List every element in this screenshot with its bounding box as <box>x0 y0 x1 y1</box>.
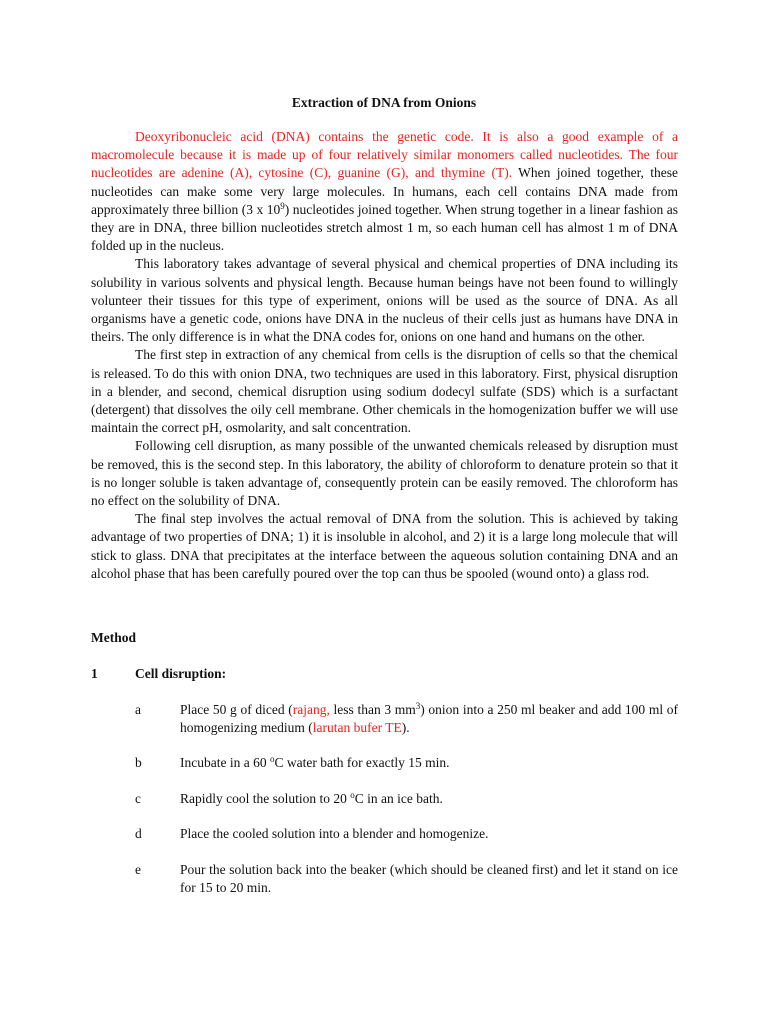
step-letter: e <box>135 862 141 877</box>
step-letter: a <box>135 702 141 717</box>
step-superscript: 3 <box>415 701 421 711</box>
step-text-part: ) onion into a 250 ml beaker and add 100 ml of homogenizing medium ( <box>180 702 678 736</box>
step-text-part: Place 50 g of diced ( <box>180 702 293 717</box>
intro-body <box>91 128 678 583</box>
intro-text-a: When joined together, these nucleotides can make some very large molecules. In humans, each cell contains DNA made from approximately three billion (3 x 10 <box>91 165 678 217</box>
step-text <box>180 701 678 737</box>
step-letter: c <box>135 791 141 806</box>
step-highlighted-text: rajang, <box>292 702 330 717</box>
method-heading: Method <box>91 630 136 645</box>
step-text-part: C water bath for exactly 15 min. <box>274 755 450 770</box>
body-paragraph: The first step in extraction of any chemical from cells is the disruption of cells so that the chemical is released. To do this with onion DNA, two techniques are used in this laboratory. First, physical disruption in a blender, and second, chemical disruption using sodium dodecyl sulfate (SDS) which is a surfactant (detergent) that dissolves the oily cell membrane. Other chemicals in the homogenization buffer we will use maintain the correct pH, osmolarity, and salt concentration. <box>91 347 678 436</box>
document-title: Extraction of DNA from Onions <box>291 95 477 110</box>
step-text <box>180 790 678 808</box>
step-text-part: Rapidly cool the solution to 20 <box>180 791 351 806</box>
step-superscript: o <box>269 754 275 764</box>
step-text <box>180 754 678 772</box>
body-paragraph: The final step involves the actual removal of DNA from the solution. This is achieved by taking advantage of two properties of DNA; 1) it is insoluble in alcohol, and 2) it is a large long molecule that will stick to glass. DNA that precipitates at the interface between the aqueous solution containing DNA and an alcohol phase that has been carefully poured over the top can thus be spooled (wound onto) a glass rod. <box>91 511 678 581</box>
intro-superscript: 9 <box>280 200 285 211</box>
step-text-part: less than 3 mm <box>329 702 416 717</box>
section-title: Cell disruption: <box>135 666 227 681</box>
step-letter: d <box>135 826 142 841</box>
intro-text-b: ) nucleotides joined together. When strung together in a linear fashion as they are in DNA, three billion nucleotides stretch almost 1 m, so each human cell has almost 1 m of DNA folded up in the nucleus. <box>91 201 679 254</box>
section-number: 1 <box>91 666 98 681</box>
step-superscript: o <box>350 790 355 800</box>
step-highlighted-text: larutan bufer TE <box>312 720 402 736</box>
step-text-part: Incubate in a 60 <box>180 755 270 770</box>
intro-paragraph <box>91 128 678 255</box>
step-text-part: C in an ice bath. <box>354 791 443 806</box>
body-paragraph: Following cell disruption, as many possible of the unwanted chemicals released by disruption must be removed, this is the second step. In this laboratory, the ability of chloroform to denature protein so that it is no longer soluble is taken advantage of, consequently protein can be easily removed. The chloroform has no effect on the solubility of DNA. <box>91 438 678 509</box>
intro-highlighted-text: Deoxyribonucleic acid (DNA) contains the genetic code. It is also a good example of a macromolecule because it is made up of four relatively similar monomers called nucleotides. The four nucleotides are adenine (A), cytosine (C), guanine (G), and thymine (T). <box>91 129 678 181</box>
body-paragraph: This laboratory takes advantage of several physical and chemical properties of DNA including its solubility in various solvents and physical length. Because human beings have not been found to willingly volunteer their tissues for this type of experiment, onions will be used as the source of DNA. As all organisms have a genetic code, onions have DNA in the nucleus of their cells just as humans have DNA in theirs. The only difference is in what the DNA codes for, onions on one hand and humans on the other. <box>91 256 678 345</box>
step-text: Place the cooled solution into a blender and homogenize. <box>180 826 489 841</box>
step-text: Pour the solution back into the beaker (which should be cleaned first) and let it stand on ice for 15 to 20 min. <box>180 862 678 896</box>
step-text-part: ). <box>401 720 410 736</box>
step-letter: b <box>135 755 142 770</box>
